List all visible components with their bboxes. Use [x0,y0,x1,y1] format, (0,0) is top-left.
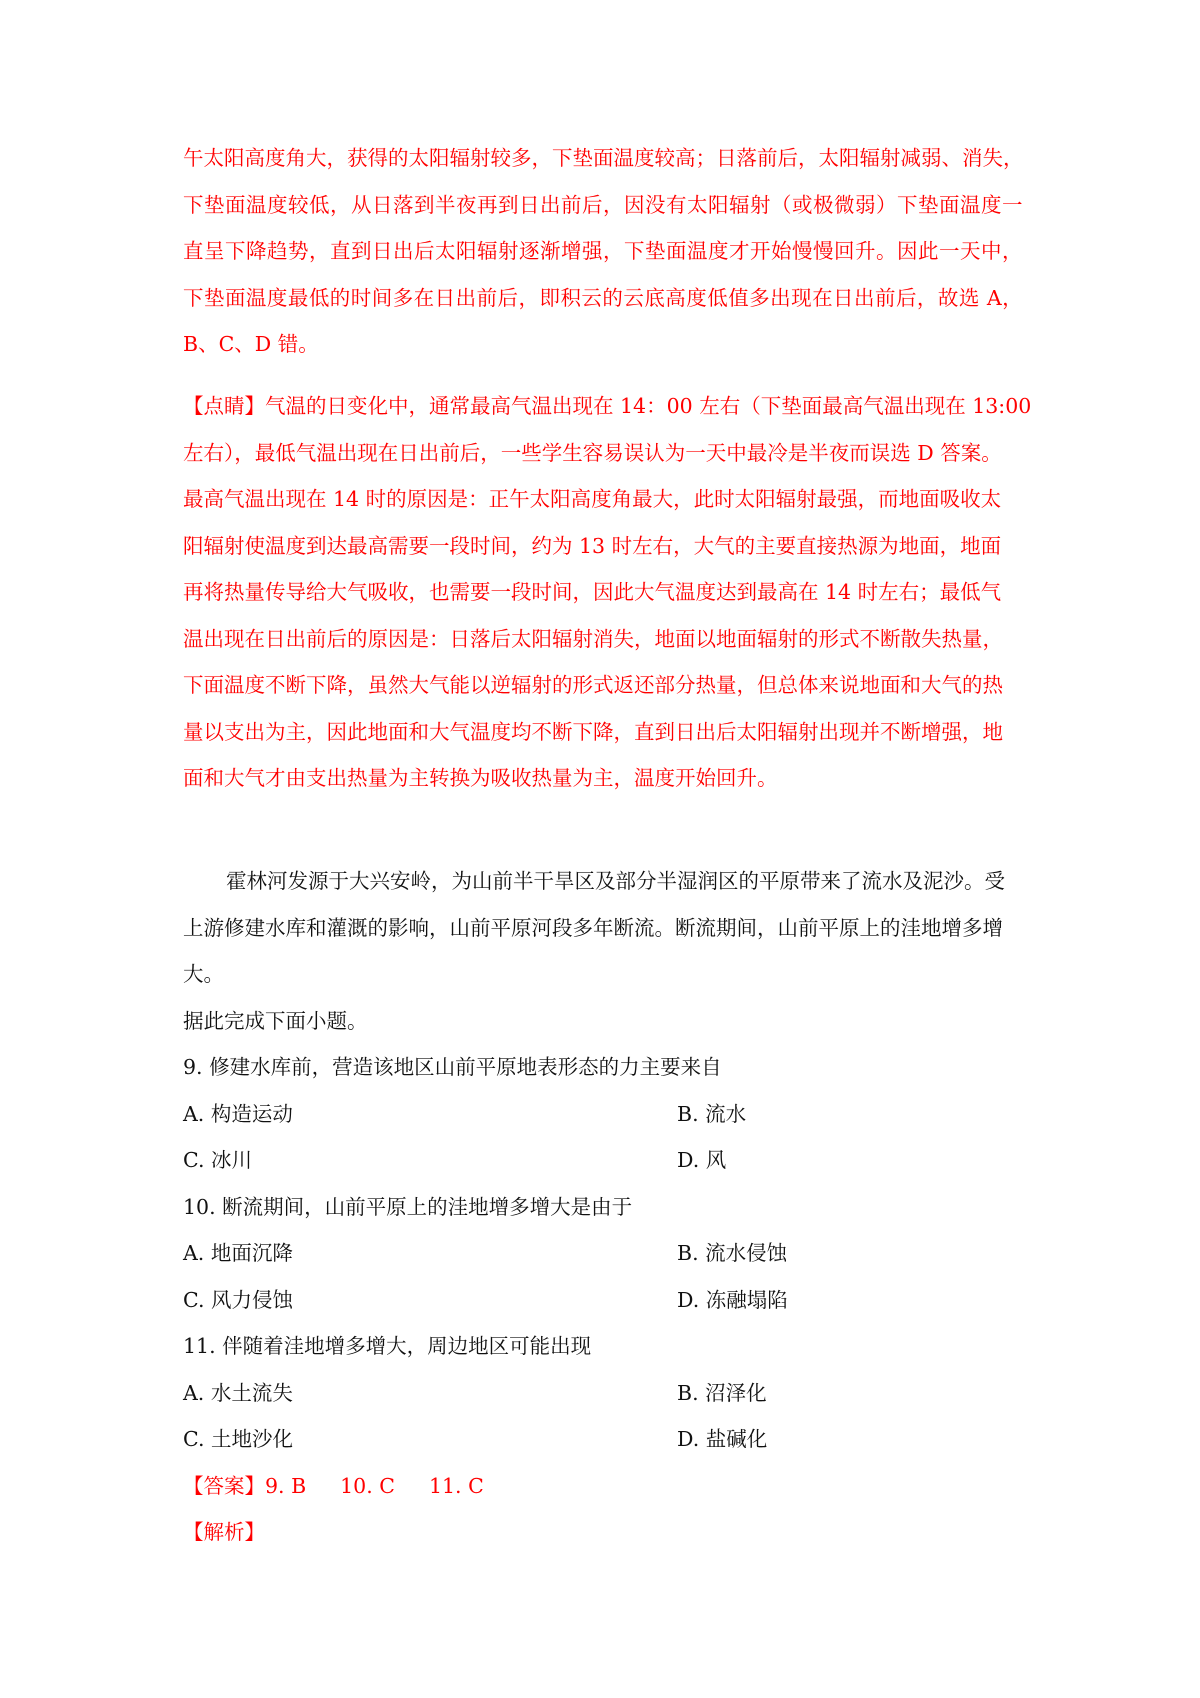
question-stem: 10. 断流期间，山前平原上的洼地增多增大是由于 [183,1195,633,1219]
comment-first-line [183,391,1032,421]
passage-instruction: 据此完成下面小题。 [183,1009,368,1033]
option-a: A. 构造运动 [183,1102,293,1126]
comment-line: 阳辐射使温度到达最高需要一段时间，约为 13 时左右，大气的主要直接热源为地面，地面 [183,534,1002,558]
explanation-line: B、C、D 错。 [183,332,319,356]
explanation-line: 直 呈 下 降 趋 势 ， 直 到 日 出 后 太 阳 辐 射 逐 渐 增 强 ， 下 垫 面 温 度 才 开 始 慢 慢 回 升 。 因 此 一 天 中 ， [183,239,1023,263]
option-d: D. 盐碱化 [677,1427,768,1451]
passage-line: 霍林河发源于大兴安岭，为山前半干旱区及部分半湿润区的平原带来了流水及泥沙。受 [226,869,1005,893]
option-b: B. 流水侵蚀 [677,1241,788,1265]
option-d: D. 风 [677,1148,727,1172]
option-a: A. 地面沉降 [183,1241,293,1265]
explanation-line: 下 垫 面 温 度 最 低 的 时 间 多 在 日 出 前 后 ， 即 积 云 的 云 底 高 度 低 值 多 出 现 在 日 出 前 后 ， 故 选 A ， [183,286,1023,310]
answer-line [183,1471,1023,1501]
comment-line: 左右），最低气温出现在日出前后，一些学生容易误认为一天中最冷是半夜而误选 D 答案。 [183,441,1002,465]
comment-tag: 【点睛】 [183,394,265,418]
option-c: C. 冰川 [183,1148,252,1172]
question-stem: 11. 伴随着洼地增多增大，周边地区可能出现 [183,1334,592,1358]
answer-item: 11. C [428,1474,484,1498]
option-b: B. 沼泽化 [677,1381,767,1405]
explanation-line: 下 垫 面 温 度 较 低 ， 从 日 落 到 半 夜 再 到 日 出 前 后 ， 因 没 有 太 阳 辐 射 （ 或 极 微 弱 ） 下 垫 面 温 度 一 [183,193,1023,217]
explanation-line: 午 太 阳 高 度 角 大 ， 获 得 的 太 阳 辐 射 较 多 ， 下 垫 面 温 度 较 高 ； 日 落 前 后 ， 太 阳 辐 射 减 弱 、 消 失 ， [183,146,1024,170]
analysis-tag: 【解析】 [183,1520,265,1544]
comment-line: 下面温度不断下降，虽然大气能以逆辐射的形式返还部分热量，但总体来说地面和大气的热 [183,673,1003,697]
option-c: C. 土地沙化 [183,1427,293,1451]
comment-line: 温出现在日出前后的原因是：日落后太阳辐射消失，地面以地面辐射的形式不断散失热量， [183,627,1003,651]
option-c: C. 风力侵蚀 [183,1288,293,1312]
comment-line: 量以支出为主，因此地面和大气温度均不断下降，直到日出后太阳辐射出现并不断增强，地 [183,720,1003,744]
comment-line: 面和大气才由支出热量为主转换为吸收热量为主，温度开始回升。 [183,766,778,790]
answer-item: 9. B [265,1474,307,1498]
question-stem: 9. 修建水库前，营造该地区山前平原地表形态的力主要来自 [183,1055,722,1079]
option-b: B. 流水 [677,1102,747,1126]
option-a: A. 水土流失 [183,1381,293,1405]
option-d: D. 冻融塌陷 [677,1288,788,1312]
answer-item: 10. C [340,1474,395,1498]
answer-tag: 【答案】 [183,1474,265,1498]
passage-line: 大。 [183,962,224,986]
passage-line: 上游修建水库和灌溉的影响，山前平原河段多年断流。断流期间，山前平原上的洼地增多增 [183,916,1003,940]
comment-line: 再将热量传导给大气吸收，也需要一段时间，因此大气温度达到最高在 14 时左右；最低气 [183,580,1002,604]
comment-line: 气温的日变化中，通常最高气温出现在 14：00 左右（下垫面最高气温出现在 13:00 [265,394,1032,418]
comment-line: 最高气温出现在 14 时的原因是：正午太阳高度角最大，此时太阳辐射最强，而地面吸收太 [183,487,1002,511]
